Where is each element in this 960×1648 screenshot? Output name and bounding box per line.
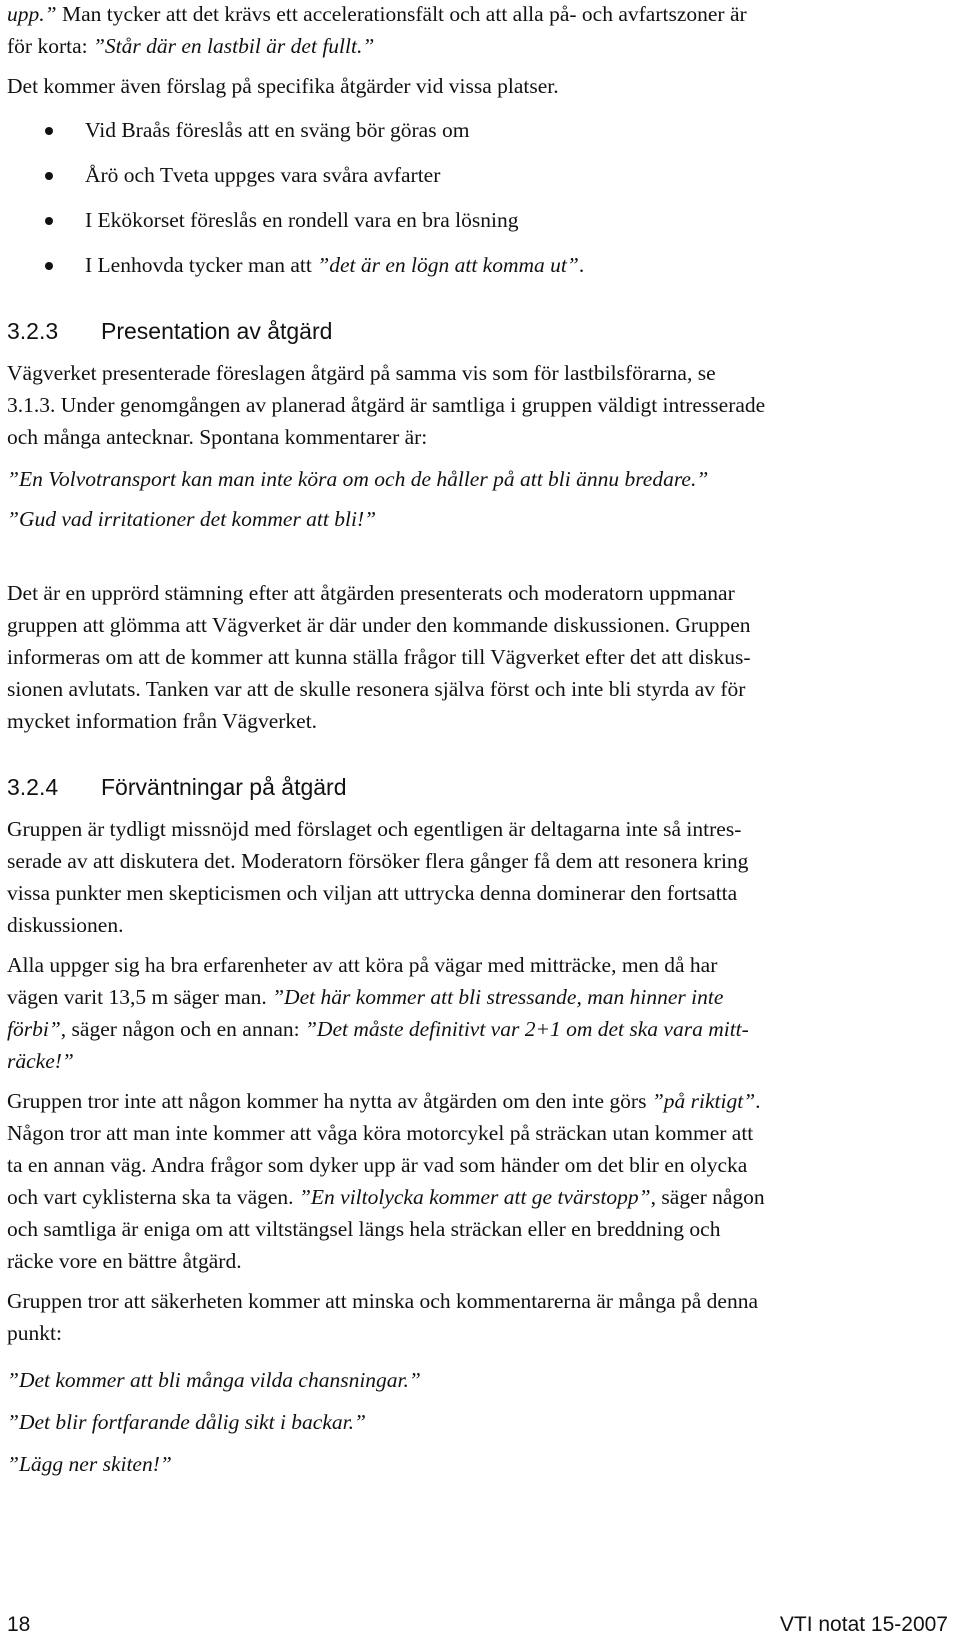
quote: ”Det blir fortfarande dålig sikt i backar.” [7,1410,366,1434]
section-title: Presentation av åtgärd [101,318,333,344]
document-page [7,0,947,1485]
bullet-icon [45,172,53,180]
section-number: 3.2.3 [7,318,59,344]
list-item: I Lenhovda tycker man att ”det är en lögn att komma ut”. [7,243,947,288]
intro-text: Det kommer även förslag på specifika åtgärder vid vissa platser. [7,74,559,98]
paragraph: Gruppen tror att säkerheten kommer att minska och kommentarerna är många på denna punkt: [7,1289,759,1345]
bullet-icon [45,127,53,135]
intro-quote: ”Står där en lastbil är det fullt.” [92,34,375,58]
quote-block [7,459,947,539]
section-number: 3.2.4 [7,774,59,800]
list-item: I Ekökorset föreslås en rondell vara en bra lösning [7,198,947,243]
measure-list [7,108,947,288]
quote: ”Det kommer att bli många vilda chansningar.” [7,1368,421,1392]
report-id: VTI notat 15-2007 [779,1613,948,1636]
page-number: 18 [7,1613,31,1636]
paragraph: Vägverket presenterade föreslagen åtgärd på samma vis som för lastbilsförarna, se 3.1.3. Under genomgången av planerad åtgärd är samtliga i gruppen väldigt intresserade och många antecknar. Spontana kommentarer är: [7,361,766,449]
quote: ”Gud vad irritationer det kommer att bli!” [7,507,377,531]
bullet-icon [45,262,53,270]
list-item: Årö och Tveta uppges vara svåra avfarter [7,153,947,198]
paragraph: Det är en upprörd stämning efter att åtgärden presenterats och moderatorn uppmanar gruppen att glömma att Vägverket är där under den kommande diskussionen. Gruppen informeras om att de kommer att kunna ställa frågor till Vägverket efter det att diskus- sionen avlutats. Tanken var att de skulle resonera själva först och inte bli styrda av för mycket information från Vägverket. [7,581,751,733]
quote: ”En Volvotransport kan man inte köra om och de håller på att bli ännu bredare.” [7,467,709,491]
section-heading-3-2-3 [7,311,947,351]
paragraph: Alla uppger sig ha bra erfarenheter av att köra på vägar med mitträcke, men då har vägen varit 13,5 m säger man. ”Det här kommer att bli stressande, man hinner inte förbi”, säger någon och en annan: ”Det måste definitivt var 2+1 om det ska vara mitt- räcke!” [7,953,749,1073]
intro-quote-end: upp.” [7,2,57,26]
section-heading-3-2-4 [7,767,947,807]
intro-text: för korta: [7,34,93,58]
intro-paragraph [7,0,947,102]
quote-block [7,1359,947,1485]
intro-text: Man tycker att det krävs ett accelerationsfält och att alla på- och avfartszoner är [56,2,747,26]
bullet-icon [45,217,53,225]
paragraph: Gruppen tror inte att någon kommer ha nytta av åtgärden om den inte görs ”på riktigt”. Någon tror att man inte kommer att våga köra motorcykel på sträckan utan kommer att ta en annan väg. Andra frågor som dyker upp är vad som händer om det blir en olycka och vart cyklisterna ska ta vägen. ”En viltolycka kommer att ge tvärstopp”, säger någon och samtliga är eniga om att viltstängsel längs hela sträckan eller en breddning och räcke vore en bättre åtgärd. [7,1089,765,1273]
quote: ”Lägg ner skiten!” [7,1452,172,1476]
paragraph: Gruppen är tydligt missnöjd med förslaget och egentligen är deltagarna inte så intres- serade av att diskutera det. Moderatorn försöker flera gånger få dem att resonera kring vissa punkter men skepticismen och viljan att uttrycka denna dominerar den fortsatta diskussionen. [7,817,749,937]
list-item: Vid Braås föreslås att en sväng bör göras om [7,108,947,153]
section-title: Förväntningar på åtgärd [101,774,347,800]
